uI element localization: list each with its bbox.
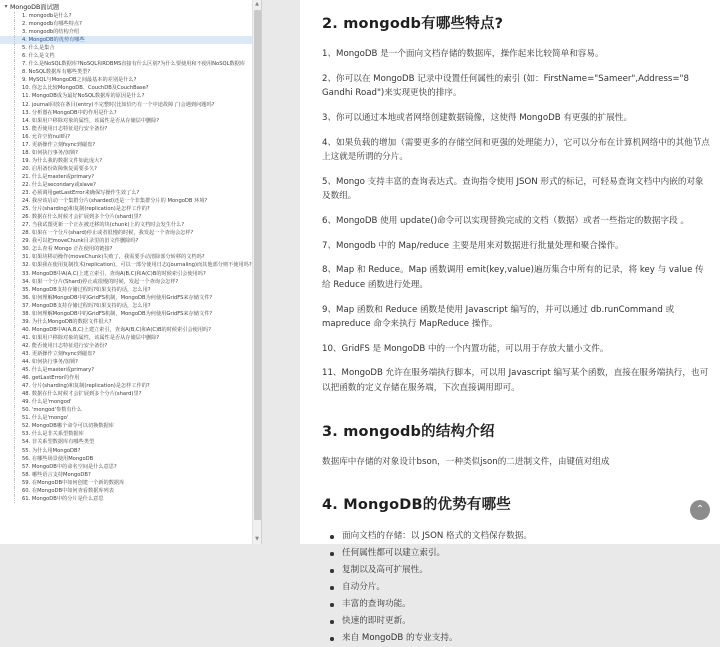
scroll-down-arrow-icon[interactable]: ▼ [255,536,259,542]
outline-item[interactable]: 43. 更新操作立刻fsync到磁盘? [0,350,252,358]
list-item: 任何属性都可以建立索引。 [322,545,710,562]
feature-paragraph: 2、你可以在 MongoDB 记录中设置任何属性的索引 (如：FirstName="Sameer",Address="8 Gandhi Road")来实现更快的排序。 [322,73,689,99]
feature-paragraph: 9、Map 函数和 Reduce 函数是使用 Javascript 编写的，并可以通过 db.runCommand 或 mapreduce 命令来执行 MapReduce 操作。 [322,304,675,329]
feature-paragraph: 1、MongoDB 是一个面向文档存储的数据库，操作起来比较简单和容易。 [322,49,604,59]
structure-paragraph: 数据库中存储的对象设计bson，一种类似json的二进制文件，由键值对组成 [322,456,610,467]
outline-item[interactable]: 4. MongoDB的优势有哪些 [0,36,252,44]
outline-item[interactable]: 50. 'mongod'参数有什么 [0,406,252,414]
feature-paragraph: 5、Mongo 支持丰富的查询表达式。查询指令使用 JSON 形式的标记，可轻易查询文档中内嵌的对象及数组。 [322,176,704,202]
outline-item[interactable]: 54. 非关系型数据库有哪些类型 [0,438,252,446]
list-item: 丰富的查询功能。 [322,596,710,613]
outline-item[interactable]: 28. 如果在一个分片(shard)停止或者很慢的时候，我发起一个查询会怎样? [0,229,252,237]
outline-item[interactable]: 48. 数据在什么时候才会扩展到多个分片(shard)里? [0,390,252,398]
feature-paragraph: 10、GridFS 是 MongoDB 中的一个内置功能，可以用于存放大量小文件。 [322,343,609,354]
outline-item[interactable]: 44. 如何执行事务/加锁? [0,358,252,366]
outline-item[interactable]: 41. 如果用户移除对象的属性，该属性是否从存储层中删除? [0,334,252,342]
outline-item[interactable]: 33. MongoDB中A(A,C)上建立索引，查询A(B,C)和A(C)B的时候索引会使用吗? [0,270,252,278]
section-heading-features: 2. mongodb有哪些特点? [322,16,504,32]
outline-item[interactable]: 8. NoSQL数据库有哪些类型? [0,68,252,76]
outline-item[interactable]: 5. 什么是集合 [0,44,252,52]
outline-item[interactable]: 40. MongoDB中A(A,B,C)上建立索引，查询A(B,C)和A(C)B的时候索引会使用吗? [0,326,252,334]
outline-panel [0,0,262,544]
section-heading-advantages: 4. MongoDB的优势有哪些 [322,497,511,514]
outline-item[interactable]: 58. 哪些语言支持MongoDB? [0,471,252,479]
outline-item[interactable]: 26. 数据在什么时候才会扩展到多个分片(shard)里? [0,213,252,221]
outline-item[interactable]: 49. 什么是'mongod' [0,398,252,406]
outline-item[interactable]: 18. 如何执行事务/加锁? [0,149,252,157]
outline-item[interactable]: 2. mongodb有哪些特点? [0,20,252,28]
outline-item[interactable]: 45. 什么是master或primary? [0,366,252,374]
outline-item[interactable]: 52. MongoDB哪个命令可以切换数据库 [0,422,252,430]
list-item: 快速的即时更新。 [322,613,710,630]
outline-item[interactable]: 51. 什么是'mongo' [0,414,252,422]
outline-item[interactable]: 10. 你怎么比较MongoDB、CouchDB及CouchBase? [0,84,252,92]
outline-item[interactable]: 1. mongodb是什么? [0,12,252,20]
outline-item[interactable]: 34. 如果一个分片(Shard)停止或很慢的时候，发起一个查询会怎样? [0,278,252,286]
outline-item[interactable]: 56. 在哪些场景使用MongoDB [0,455,252,463]
collapse-caret-icon[interactable]: ▾ [4,2,8,10]
outline-root-title: MongoDB面试题 [10,3,60,11]
list-item: 来自 MongoDB 的专业支持。 [322,630,710,647]
feature-paragraph: 4、如果负载的增加（需要更多的存储空间和更强的处理能力），它可以分布在计算机网络中的其他节点上这就是所谓的分片。 [322,137,710,162]
outline-item[interactable]: 25. 分片(sharding)和复制(replication)是怎样工作的? [0,205,252,213]
arrow-up-icon: ⌃ [695,504,705,515]
outline-item[interactable]: 39. 为什么MongoDB的数据文件很大? [0,318,252,326]
outline-item[interactable]: 13. 分析器在MongoDB中的作用是什么? [0,109,252,117]
feature-list [322,47,710,395]
feature-paragraph: 11、MongoDB 允许在服务端执行脚本，可以用 Javascript 编写某个函数，直接在服务端执行，也可以把函数的定义存储在服务端，下次直接调用即可。 [322,368,709,393]
scroll-thumb[interactable] [254,10,261,520]
outline-item[interactable]: 57. MongoDB中的命名空间是什么意思? [0,463,252,471]
outline-root[interactable] [0,0,261,12]
outline-item[interactable]: 36. 如何理解MongoDB中的GridFS机制，MongoDB为何使用GridFS来存储文件? [0,294,252,302]
outline-item[interactable]: 47. 分片(sharding)和复制(replication)是怎样工作的? [0,382,252,390]
outline-item[interactable]: 46. getLastError的作用 [0,374,252,382]
outline-item[interactable]: 19. 为什么我的数据文件如此庞大? [0,157,252,165]
outline-item[interactable]: 7. 什么是NoSQL数据库?NoSQL和RDBMS直接有什么区别?为什么要使用和不使用NoSQL数据库 [0,60,252,68]
outline-item[interactable]: 42. 能否使用日志特征进行安全备份? [0,342,252,350]
scroll-up-arrow-icon[interactable]: ▲ [255,1,259,7]
outline-item[interactable]: 20. 启用备份故障恢复需要多久? [0,165,252,173]
outline-item[interactable]: 23. 必须调用getLastError来确保写操作生效了么? [0,189,252,197]
outline-item[interactable]: 3. mongodb的结构介绍 [0,28,252,36]
outline-item[interactable]: 22. 什么是secondary或slave? [0,181,252,189]
outline-item[interactable]: 24. 我应该启动一个集群分片(sharded)还是一个非集群分片的 MongoDB 环境? [0,197,252,205]
list-item: 面向文档的存储：以 JSON 格式的文档保存数据。 [322,528,710,545]
feature-paragraph: 7、Mongodb 中的 Map/reduce 主要是用来对数据进行批量处理和聚合操作。 [322,240,624,251]
outline-item[interactable]: 21. 什么是master或primary? [0,173,252,181]
outline-item[interactable]: 35. MongoDB支持存储过程吗?如果支持的话，怎么用? [0,286,252,294]
outline-item[interactable]: 59. 在MongoDB中如何创建一个新的数据库 [0,479,252,487]
section-heading-structure: 3. mongodb的结构介绍 [322,423,495,440]
outline-item[interactable]: 12. journal回放在条目(entry)不完整时(比如恰巧有一个中途故障了)会遇到问题吗? [0,101,252,109]
outline-item[interactable]: 14. 如果用户移除对象的属性，该属性是否从存储层中删除? [0,117,252,125]
outline-item[interactable]: 55. 为什么用MongoDB? [0,447,252,455]
outline-scrollbar[interactable] [252,0,261,544]
outline-item[interactable]: 9. MySQL与MongoDB之间最基本的差别是什么? [0,76,252,84]
outline-item[interactable]: 31. 如果块移动操作(moveChunk)失败了，我需要手动清除部分转移的文档吗? [0,253,252,261]
outline-item[interactable]: 6. 什么是文档 [0,52,252,60]
feature-paragraph: 3、你可以通过本地或者网络创建数据镜像，这使得 MongoDB 有更强的扩展性。 [322,112,633,123]
advantages-list [322,528,710,647]
outline-item[interactable]: 17. 更新操作立刻fsync到磁盘? [0,141,252,149]
outline-item[interactable]: 38. 如何理解MongoDB中的GridFS机制，MongoDB为何使用GridFS来存储文件? [0,310,252,318]
outline-item[interactable]: 15. 能否使用日志特征进行安全备份? [0,125,252,133]
list-item: 自动分片。 [322,579,710,596]
back-to-top-button[interactable] [690,500,710,520]
outline-item[interactable]: 30. 怎么查看 Mongo 正在使用的链接? [0,245,252,253]
outline-item[interactable]: 61. MongoDB中的分片是什么意思 [0,495,252,503]
outline-item[interactable]: 27. 当我试图更新一个正在被迁移的块(chunk)上的文档时会发生什么? [0,221,252,229]
outline-item[interactable]: 11. MongoDB成为最好NoSQL数据库的原因是什么? [0,92,252,100]
feature-paragraph: 6、MongoDB 使用 update()命令可以实现替换完成的文档（数据）或者一些指定的数据字段 。 [322,215,689,226]
outline-item[interactable]: 32. 如果我在使用复制技术(replication)，可以一部分使用日志(journaling)而其他部分则不使用吗? [0,261,252,269]
outline-item[interactable]: 37. MongoDB支持存储过程吗?如果支持的话，怎么用? [0,302,252,310]
outline-item[interactable]: 16. 允许空值null吗? [0,133,252,141]
feature-paragraph: 8、Map 和 Reduce。Map 函数调用 emit(key,value)遍历集合中所有的记录，将 key 与 value 传给 Reduce 函数进行处理。 [322,265,704,290]
document-page [300,0,720,644]
list-item: 复制以及高可扩展性。 [322,562,710,579]
outline-item[interactable]: 60. 在MongoDB中如何查看数据库列表 [0,487,252,495]
outline-list [0,12,261,503]
outline-item[interactable]: 53. 什么是非关系型数据库 [0,430,252,438]
outline-item[interactable]: 29. 我可以把moveChunk目录里的旧文件删除吗? [0,237,252,245]
